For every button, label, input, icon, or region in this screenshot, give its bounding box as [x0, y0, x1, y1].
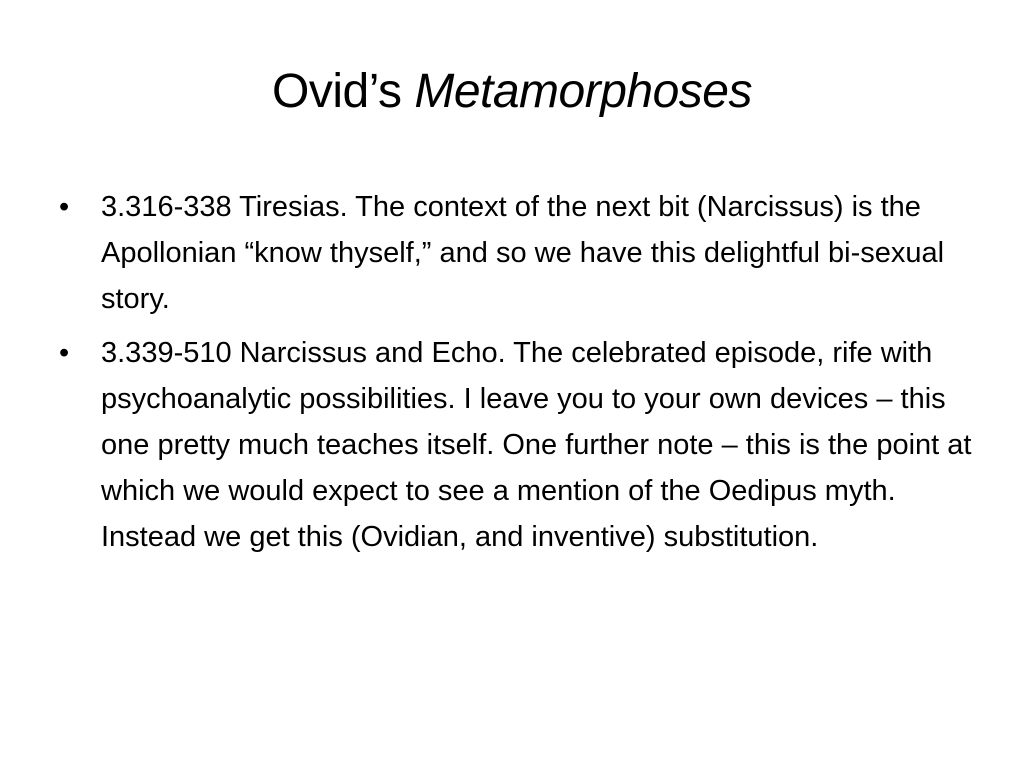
- bullet-list: [57, 184, 972, 568]
- title-italic-text: Metamorphoses: [414, 65, 752, 118]
- title-plain-text: Ovid’s: [272, 65, 415, 118]
- bullet-item-narcissus-echo: [57, 330, 972, 560]
- slide-title: [0, 62, 1024, 122]
- bullet-text: 3.339-510 Narcissus and Echo. The celebrated episode, rife with psychoanalytic possibilities. I leave you to your own devices – this one pretty much teaches itself. One further note – this is the point at which we would expect to see a mention of the Oedipus myth. Instead we get this (Ovidian, and inventive) substitution.: [101, 337, 972, 553]
- bullet-item-tiresias: [57, 184, 972, 322]
- bullet-marker: •: [59, 191, 70, 223]
- bullet-marker: •: [59, 337, 70, 369]
- bullet-text: 3.316-338 Tiresias. The context of the next bit (Narcissus) is the Apollonian “know thyself,” and so we have this delightful bi-sexual story.: [101, 191, 945, 315]
